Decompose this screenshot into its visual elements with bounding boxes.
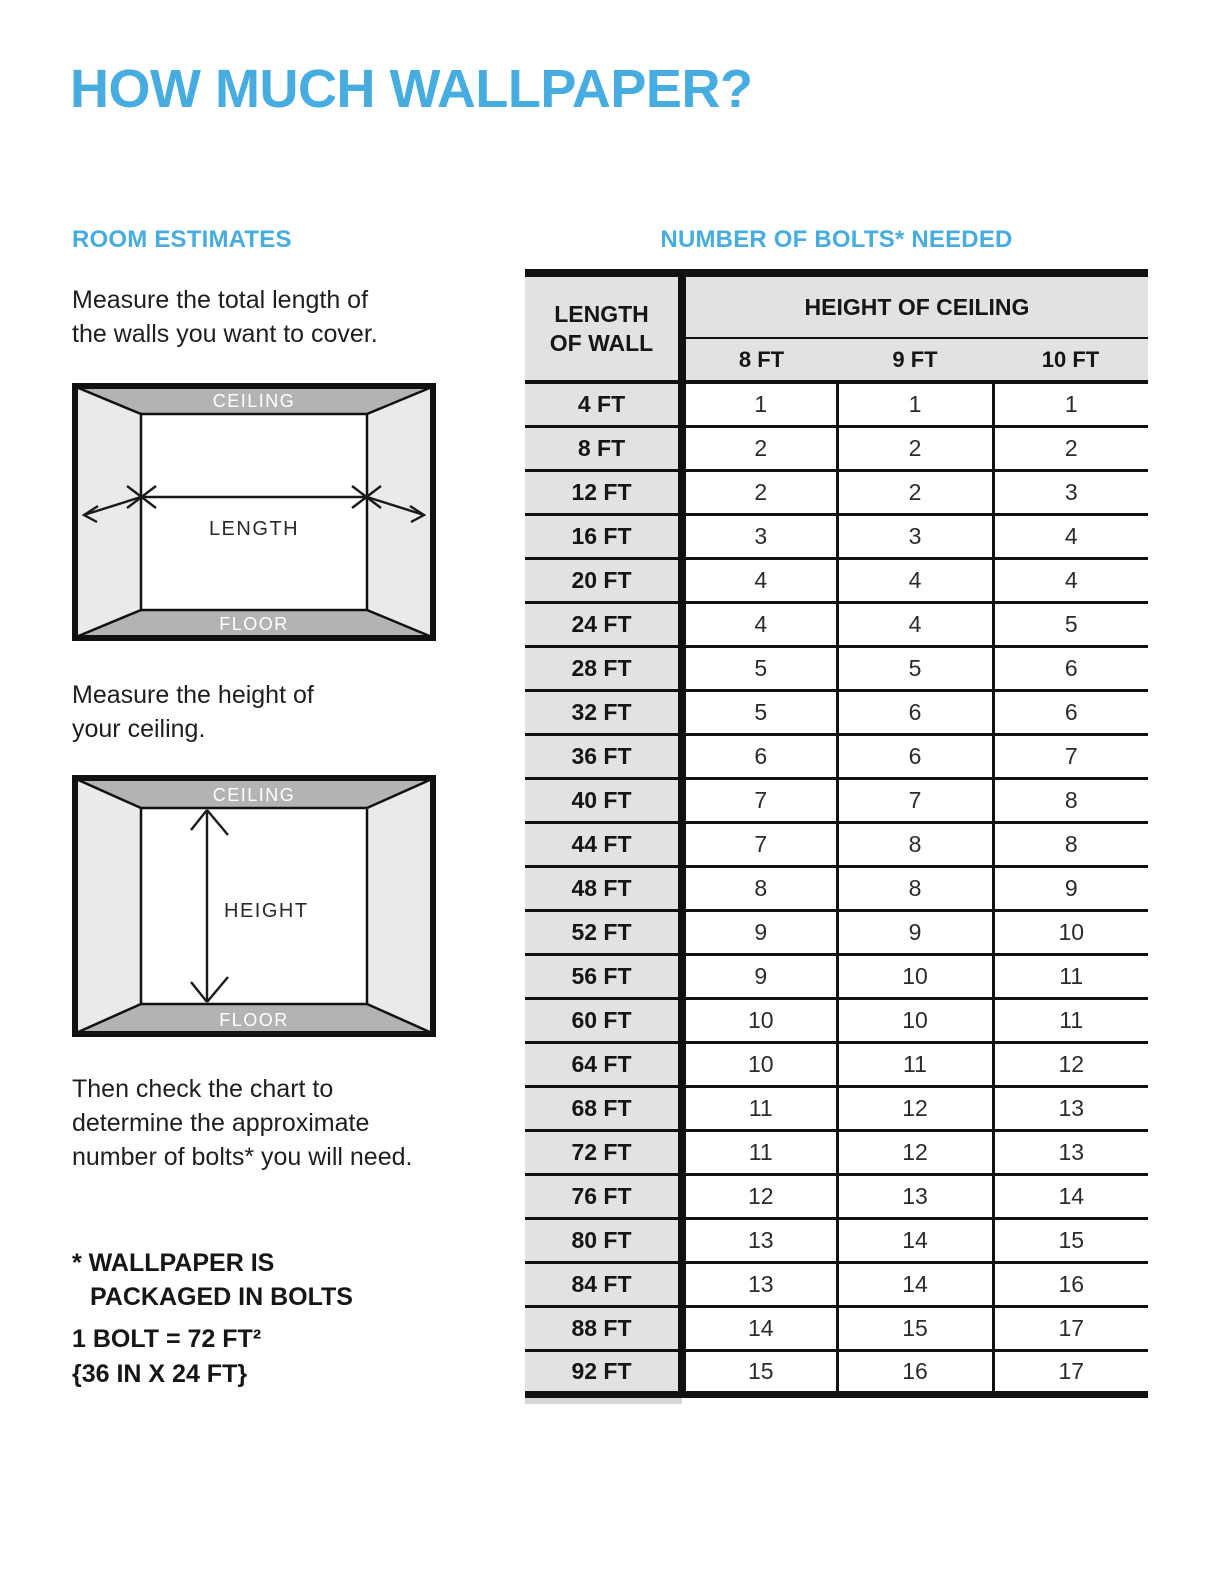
table-row	[525, 734, 1148, 778]
table-row	[525, 778, 1148, 822]
bolt-count-cell: 4	[837, 602, 993, 646]
row-header-wall-length: 88 FT	[525, 1306, 682, 1350]
row-header-wall-length: 28 FT	[525, 646, 682, 690]
bolt-count-cell: 9	[993, 866, 1148, 910]
table-footer-tab	[525, 1398, 682, 1404]
bolt-count-cell: 7	[837, 778, 993, 822]
row-header-wall-length: 24 FT	[525, 602, 682, 646]
bolt-count-cell: 9	[837, 910, 993, 954]
row-header-wall-length: 44 FT	[525, 822, 682, 866]
length-of-wall-header: LENGTH OF WALL	[525, 273, 682, 382]
bolt-count-cell: 6	[993, 646, 1148, 690]
bolt-count-cell: 5	[837, 646, 993, 690]
row-header-wall-length: 32 FT	[525, 690, 682, 734]
bolt-count-cell: 2	[993, 426, 1148, 470]
table-row	[525, 514, 1148, 558]
bolt-count-cell: 11	[993, 954, 1148, 998]
bolt-count-cell: 12	[993, 1042, 1148, 1086]
bolts-table-wrap	[525, 269, 1148, 1404]
row-header-wall-length: 48 FT	[525, 866, 682, 910]
table-row	[525, 646, 1148, 690]
step-check-chart-text: Then check the chart to determine the approximate number of bolts* you will need.	[72, 1075, 413, 1171]
bolt-count-cell: 13	[837, 1174, 993, 1218]
room-estimates-heading: ROOM ESTIMATES	[72, 226, 292, 253]
table-row	[525, 1174, 1148, 1218]
table-row	[525, 1262, 1148, 1306]
page-title: HOW MUCH WALLPAPER?	[70, 59, 753, 119]
table-row	[525, 998, 1148, 1042]
bolt-count-cell: 4	[993, 558, 1148, 602]
row-header-wall-length: 36 FT	[525, 734, 682, 778]
bolt-count-cell: 6	[837, 690, 993, 734]
col-header-9ft: 9 FT	[837, 338, 993, 382]
bolt-count-cell: 14	[837, 1218, 993, 1262]
bolt-count-cell: 8	[837, 822, 993, 866]
bolt-count-cell: 15	[993, 1218, 1148, 1262]
row-header-wall-length: 52 FT	[525, 910, 682, 954]
table-row	[525, 1042, 1148, 1086]
table-row	[525, 426, 1148, 470]
bolt-count-cell: 12	[682, 1174, 837, 1218]
table-row	[525, 602, 1148, 646]
table-row	[525, 1130, 1148, 1174]
row-header-wall-length: 64 FT	[525, 1042, 682, 1086]
bolt-count-cell: 15	[837, 1306, 993, 1350]
bolt-size-note: 1 BOLT = 72 FT² {36 IN X 24 FT}	[72, 1325, 262, 1388]
table-row	[525, 1218, 1148, 1262]
back-wall	[141, 414, 367, 610]
row-header-wall-length: 20 FT	[525, 558, 682, 602]
bolt-count-cell: 14	[682, 1306, 837, 1350]
row-header-wall-length: 60 FT	[525, 998, 682, 1042]
bolt-count-cell: 13	[682, 1218, 837, 1262]
bolt-count-cell: 7	[993, 734, 1148, 778]
row-header-wall-length: 76 FT	[525, 1174, 682, 1218]
bolt-count-cell: 9	[682, 910, 837, 954]
row-header-wall-length: 40 FT	[525, 778, 682, 822]
floor-label: FLOOR	[219, 614, 289, 634]
bolt-count-cell: 15	[682, 1350, 837, 1394]
bolt-count-cell: 13	[993, 1130, 1148, 1174]
height-measure-label: HEIGHT	[224, 900, 309, 922]
table-row	[525, 1086, 1148, 1130]
table-row	[525, 690, 1148, 734]
col-header-8ft: 8 FT	[682, 338, 837, 382]
table-row	[525, 910, 1148, 954]
bolt-count-cell: 4	[682, 602, 837, 646]
bolt-count-cell: 4	[837, 558, 993, 602]
wallpaper-bolts-footnote: * WALLPAPER IS PACKAGED IN BOLTS	[72, 1249, 353, 1311]
row-header-wall-length: 72 FT	[525, 1130, 682, 1174]
bolt-count-cell: 2	[837, 470, 993, 514]
bolt-count-cell: 9	[682, 954, 837, 998]
bolts-table-body	[525, 382, 1148, 1394]
bolt-count-cell: 13	[993, 1086, 1148, 1130]
bolt-count-cell: 3	[993, 470, 1148, 514]
row-header-wall-length: 68 FT	[525, 1086, 682, 1130]
bolts-table	[525, 269, 1148, 1398]
bolt-count-cell: 11	[837, 1042, 993, 1086]
length-measure-label: LENGTH	[208, 518, 300, 540]
bolt-count-cell: 12	[837, 1130, 993, 1174]
bolt-count-cell: 14	[993, 1174, 1148, 1218]
bolt-count-cell: 11	[682, 1086, 837, 1130]
row-header-wall-length: 16 FT	[525, 514, 682, 558]
bolt-count-cell: 7	[682, 822, 837, 866]
height-of-ceiling-header: HEIGHT OF CEILING	[682, 273, 1148, 338]
bolt-count-cell: 6	[837, 734, 993, 778]
table-row	[525, 954, 1148, 998]
floor-label: FLOOR	[219, 1010, 289, 1030]
bolt-count-cell: 7	[682, 778, 837, 822]
bolt-count-cell: 8	[993, 822, 1148, 866]
bolt-count-cell: 16	[837, 1350, 993, 1394]
col-header-10ft: 10 FT	[993, 338, 1148, 382]
bolt-count-cell: 8	[993, 778, 1148, 822]
table-row	[525, 382, 1148, 426]
bolt-count-cell: 2	[682, 426, 837, 470]
step-measure-length-text: Measure the total length of the walls you want to cover.	[72, 286, 378, 348]
bolt-count-cell: 6	[993, 690, 1148, 734]
bolt-count-cell: 12	[837, 1086, 993, 1130]
row-header-wall-length: 92 FT	[525, 1350, 682, 1394]
table-row	[525, 822, 1148, 866]
bolt-count-cell: 5	[682, 690, 837, 734]
bolt-count-cell: 5	[682, 646, 837, 690]
bolt-count-cell: 8	[837, 866, 993, 910]
bolt-count-cell: 2	[682, 470, 837, 514]
table-row	[525, 1306, 1148, 1350]
row-header-wall-length: 4 FT	[525, 382, 682, 426]
bolt-count-cell: 16	[993, 1262, 1148, 1306]
row-header-wall-length: 80 FT	[525, 1218, 682, 1262]
bolt-count-cell: 10	[837, 954, 993, 998]
bolt-count-cell: 2	[837, 426, 993, 470]
bolt-count-cell: 6	[682, 734, 837, 778]
row-header-wall-length: 56 FT	[525, 954, 682, 998]
bolt-count-cell: 4	[993, 514, 1148, 558]
step-measure-height-text: Measure the height of your ceiling.	[72, 681, 314, 743]
table-row	[525, 470, 1148, 514]
bolt-count-cell: 1	[837, 382, 993, 426]
bolt-count-cell: 10	[682, 998, 837, 1042]
bolt-count-cell: 11	[993, 998, 1148, 1042]
bolt-count-cell: 1	[682, 382, 837, 426]
height-diagram	[72, 775, 436, 1037]
length-diagram	[72, 383, 436, 641]
bolt-count-cell: 8	[682, 866, 837, 910]
bolt-count-cell: 11	[682, 1130, 837, 1174]
table-row	[525, 558, 1148, 602]
bolt-count-cell: 17	[993, 1350, 1148, 1394]
bolt-count-cell: 3	[837, 514, 993, 558]
table-row	[525, 1350, 1148, 1394]
bolt-count-cell: 13	[682, 1262, 837, 1306]
bolt-count-cell: 1	[993, 382, 1148, 426]
bolt-count-cell: 14	[837, 1262, 993, 1306]
ceiling-label: CEILING	[212, 785, 296, 805]
row-header-wall-length: 12 FT	[525, 470, 682, 514]
row-header-wall-length: 84 FT	[525, 1262, 682, 1306]
bolt-count-cell: 5	[993, 602, 1148, 646]
row-header-wall-length: 8 FT	[525, 426, 682, 470]
bolt-count-cell: 3	[682, 514, 837, 558]
bolt-count-cell: 4	[682, 558, 837, 602]
bolt-count-cell: 10	[993, 910, 1148, 954]
bolt-count-cell: 10	[837, 998, 993, 1042]
bolt-count-cell: 17	[993, 1306, 1148, 1350]
bolts-needed-heading: NUMBER OF BOLTS* NEEDED	[660, 226, 1013, 253]
table-row	[525, 866, 1148, 910]
ceiling-label: CEILING	[212, 391, 296, 411]
bolt-count-cell: 10	[682, 1042, 837, 1086]
